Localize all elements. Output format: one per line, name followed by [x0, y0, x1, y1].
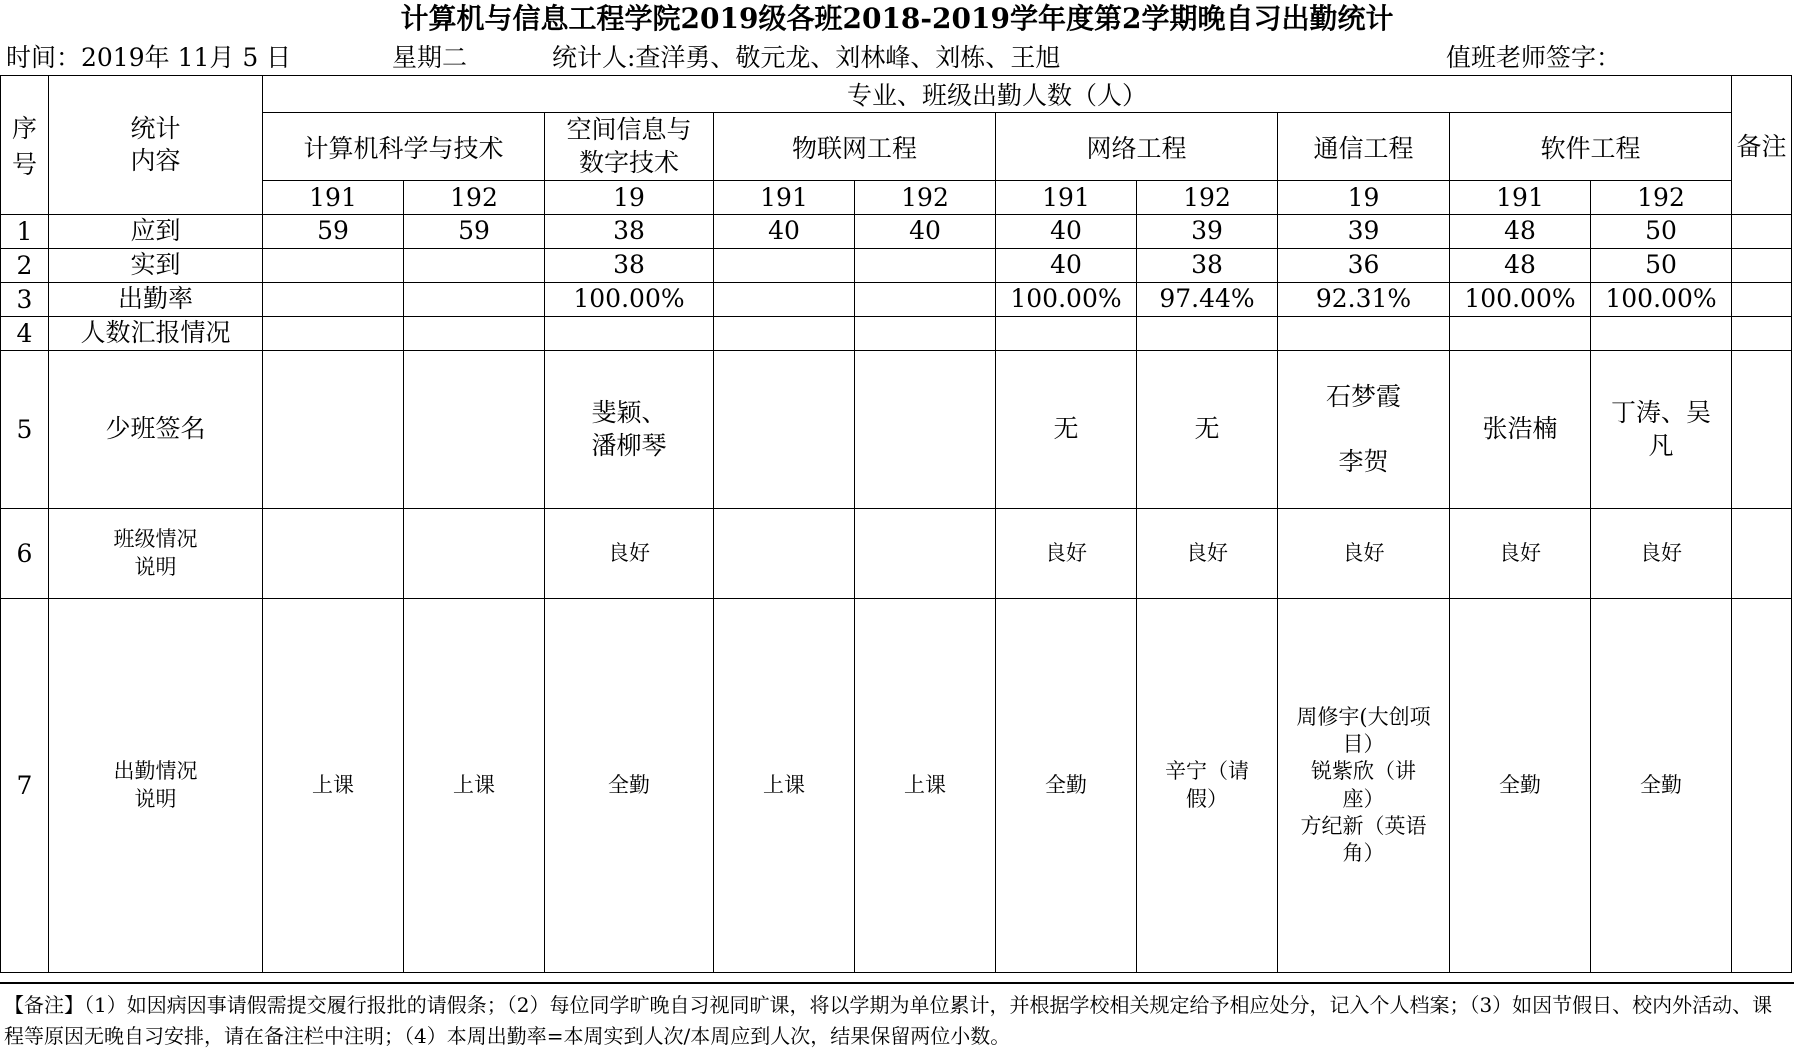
table-row: [1, 317, 1792, 351]
table-row: [1, 249, 1792, 283]
data-cell: 36: [1278, 249, 1450, 283]
major-comm: 通信工程: [1278, 113, 1450, 181]
data-cell: 59: [263, 215, 404, 249]
data-cell: [1450, 317, 1591, 351]
data-cell: 50: [1591, 249, 1732, 283]
data-cell: 良好: [1591, 509, 1732, 599]
data-cell: 48: [1450, 215, 1591, 249]
remark-cell: [1732, 351, 1792, 509]
data-cell: 97.44%: [1137, 283, 1278, 317]
data-cell: 无: [1137, 351, 1278, 509]
data-cell: [404, 283, 545, 317]
data-cell: 39: [1137, 215, 1278, 249]
row-label: 人数汇报情况: [49, 317, 263, 351]
row-number: 6: [1, 509, 49, 599]
major-cs: 计算机科学与技术: [263, 113, 545, 181]
data-cell: [404, 317, 545, 351]
remark-cell: [1732, 215, 1792, 249]
data-cell: 全勤: [1450, 599, 1591, 973]
remark-cell: [1732, 599, 1792, 973]
major-iot: 物联网工程: [714, 113, 996, 181]
data-cell: 48: [1450, 249, 1591, 283]
row-number: 5: [1, 351, 49, 509]
data-cell: [996, 317, 1137, 351]
row-number: 1: [1, 215, 49, 249]
data-cell: [545, 317, 714, 351]
class-header: 191: [1450, 181, 1591, 215]
data-cell: [1278, 317, 1450, 351]
remark-cell: [1732, 283, 1792, 317]
row-label: 出勤情况 说明: [49, 599, 263, 973]
row-label: 班级情况 说明: [49, 509, 263, 599]
data-cell: 丁涛、吴 凡: [1591, 351, 1732, 509]
data-cell: [714, 317, 855, 351]
row-label: 少班签名: [49, 351, 263, 509]
data-cell: [855, 509, 996, 599]
data-cell: 斐颖、 潘柳琴: [545, 351, 714, 509]
data-cell: 38: [545, 215, 714, 249]
data-cell: 40: [996, 215, 1137, 249]
data-cell: [404, 509, 545, 599]
data-cell: 50: [1591, 215, 1732, 249]
table-row: [1, 509, 1792, 599]
data-cell: 40: [855, 215, 996, 249]
data-cell: [714, 351, 855, 509]
row-label: 应到: [49, 215, 263, 249]
major-spatial: 空间信息与 数字技术: [545, 113, 714, 181]
table-row: [1, 215, 1792, 249]
class-header: 192: [404, 181, 545, 215]
major-software: 软件工程: [1450, 113, 1732, 181]
header-content: 统计 内容: [49, 76, 263, 215]
data-cell: 全勤: [996, 599, 1137, 973]
class-header: 19: [1278, 181, 1450, 215]
data-cell: 100.00%: [545, 283, 714, 317]
data-cell: [404, 351, 545, 509]
data-cell: 全勤: [545, 599, 714, 973]
row-number: 7: [1, 599, 49, 973]
data-cell: 良好: [996, 509, 1137, 599]
data-cell: 张浩楠: [1450, 351, 1591, 509]
class-header: 191: [263, 181, 404, 215]
data-cell: 40: [714, 215, 855, 249]
data-cell: [1137, 317, 1278, 351]
data-cell: 39: [1278, 215, 1450, 249]
data-cell: [855, 317, 996, 351]
data-cell: [263, 509, 404, 599]
data-cell: 周修宇(大创项 目） 锐紫欣（讲 座） 方纪新（英语 角）: [1278, 599, 1450, 973]
data-cell: 良好: [1450, 509, 1591, 599]
class-header: 192: [1137, 181, 1278, 215]
data-cell: [263, 351, 404, 509]
data-cell: 40: [996, 249, 1137, 283]
data-cell: 辛宁（请 假）: [1137, 599, 1278, 973]
page-title: 计算机与信息工程学院2019级各班2018-2019学年度第2学期晚自习出勤统计: [400, 2, 1394, 35]
data-cell: [263, 283, 404, 317]
data-cell: 59: [404, 215, 545, 249]
teacher-sign-field: 值班老师签字：: [1446, 43, 1622, 72]
data-cell: 100.00%: [996, 283, 1137, 317]
class-header: 19: [545, 181, 714, 215]
data-cell: 良好: [1278, 509, 1450, 599]
data-cell: 无: [996, 351, 1137, 509]
remark-cell: [1732, 509, 1792, 599]
row-label: 出勤率: [49, 283, 263, 317]
row-label: 实到: [49, 249, 263, 283]
data-cell: [714, 509, 855, 599]
class-header: 192: [1591, 181, 1732, 215]
data-cell: 上课: [714, 599, 855, 973]
data-cell: [855, 249, 996, 283]
data-cell: 100.00%: [1591, 283, 1732, 317]
data-cell: 良好: [1137, 509, 1278, 599]
class-header: 192: [855, 181, 996, 215]
row-number: 4: [1, 317, 49, 351]
data-cell: [1591, 317, 1732, 351]
class-header: 191: [996, 181, 1137, 215]
header-seq: 序号: [1, 76, 49, 215]
date-field: 时间：2019年 11月 5 日: [6, 43, 292, 72]
data-cell: 全勤: [1591, 599, 1732, 973]
data-cell: 良好: [545, 509, 714, 599]
data-cell: [263, 317, 404, 351]
data-cell: 上课: [263, 599, 404, 973]
weekday-field: 星期二: [392, 43, 468, 72]
stat-people-field: 统计人:查洋勇、敬元龙、刘林峰、刘栋、王旭: [552, 43, 1061, 72]
data-cell: 100.00%: [1450, 283, 1591, 317]
remark-cell: [1732, 317, 1792, 351]
attendance-table: [0, 75, 1792, 973]
data-cell: [714, 249, 855, 283]
table-row: [1, 351, 1792, 509]
major-network: 网络工程: [996, 113, 1278, 181]
data-cell: [714, 283, 855, 317]
data-cell: [855, 283, 996, 317]
remark-cell: [1732, 249, 1792, 283]
header-group: 专业、班级出勤人数（人）: [263, 76, 1732, 113]
data-cell: 上课: [404, 599, 545, 973]
data-cell: [263, 249, 404, 283]
footnote: 【备注】（1）如因病因事请假需提交履行报批的请假条；（2）每位同学旷晚自习视同旷课，将以学期为单位累计，并根据学校相关规定给予相应处分，记入个人档案；（3）如因节假日、校内外活动、课程等原因无晚自习安排，请在备注栏中注明；（4）本周出勤率=本周实到人次/本周应到人次，结果保留两位小数。: [0, 982, 1794, 1051]
data-cell: 石梦霞 李贺: [1278, 351, 1450, 509]
header-remark: 备注: [1732, 76, 1792, 215]
data-cell: 92.31%: [1278, 283, 1450, 317]
data-cell: 上课: [855, 599, 996, 973]
row-number: 2: [1, 249, 49, 283]
data-cell: 38: [1137, 249, 1278, 283]
data-cell: [855, 351, 996, 509]
data-cell: [404, 249, 545, 283]
data-cell: 38: [545, 249, 714, 283]
class-header: 191: [714, 181, 855, 215]
table-row: [1, 599, 1792, 973]
table-row: [1, 283, 1792, 317]
row-number: 3: [1, 283, 49, 317]
